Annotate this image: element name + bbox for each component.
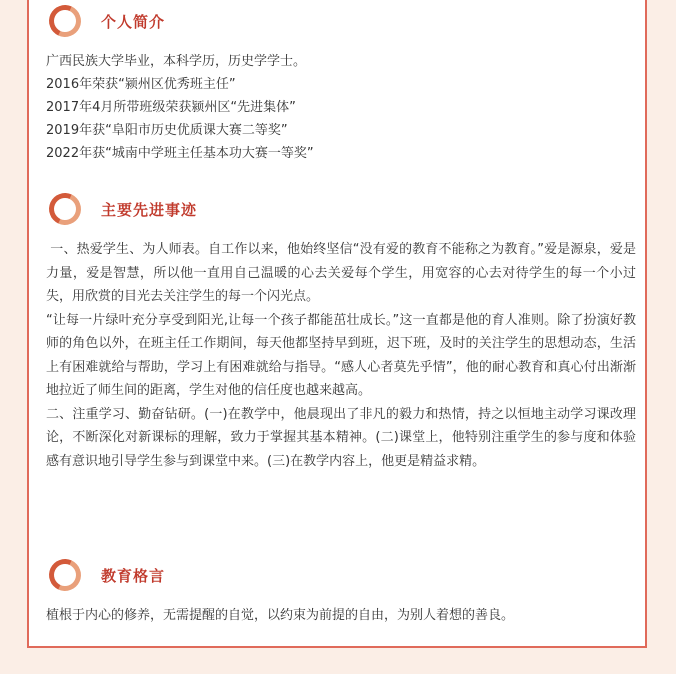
intro-line: 2017年4月所带班级荣获颍州区“先进集体” <box>46 100 296 115</box>
motto-text: 植根于内心的修养，无需提醒的自觉，以约束为前提的自由，为别人着想的善良。 <box>46 608 515 623</box>
deeds-text <box>46 238 636 473</box>
deeds-paragraph: “让每一片绿叶充分享受到阳光,让每一个孩子都能茁壮成长。”这一直都是他的育人准则。除了扮演好教师的角色以外，在班主任工作期间，每天他都坚持早到班，迟下班，及时的关注学生的思想动态，生活上有困难就给与帮助，学习上有困难就给与指导。“感人心者莫先乎情”，他的耐心教育和真心付出渐渐地拉近了师生间的距离，学生对他的信任度也越来越高。 <box>46 312 636 398</box>
intro-line: 2022年获“城南中学班主任基本功大赛一等奖” <box>46 146 314 161</box>
intro-section-header <box>49 5 165 37</box>
motto-section-header <box>49 559 165 591</box>
ring-icon <box>44 188 85 229</box>
deeds-paragraph: 一、热爱学生、为人师表。自工作以来，他始终坚信“没有爱的教育不能称之为教育。”爱是源泉，爱是力量，爱是智慧，所以他一直用自己温暖的心去关爱每个学生，用宽容的心去对待学生的每一个小过失，用欣赏的目光去关注学生的每一个闪光点。 <box>46 242 636 304</box>
deeds-section-header <box>49 193 197 225</box>
deeds-paragraph: 二、注重学习、勤奋钻研。(一)在教学中，他晨现出了非凡的毅力和热情，持之以恒地主动学习课改理论，不断深化对新课标的理解，致力于掌握其基本精神。(二)课堂上，他特别注重学生的参与度和体验感有意识地引导学生参与到课堂中来。(三)在教学内容上，他更是精益求精。 <box>46 406 636 469</box>
intro-line: 2016年荣获“颍州区优秀班主任” <box>46 77 236 92</box>
ring-icon <box>44 554 85 595</box>
intro-section-title: 个人简介 <box>101 12 166 31</box>
intro-line: 广西民族大学毕业，本科学历，历史学学士。 <box>46 54 307 69</box>
motto-text-block <box>46 604 636 627</box>
ring-icon <box>44 0 85 41</box>
profile-card <box>27 0 647 648</box>
intro-line: 2019年获“阜阳市历史优质课大赛二等奖” <box>46 123 288 138</box>
motto-section-title: 教育格言 <box>101 566 166 585</box>
intro-list <box>46 50 636 165</box>
deeds-section-title: 主要先进事迹 <box>101 200 198 219</box>
